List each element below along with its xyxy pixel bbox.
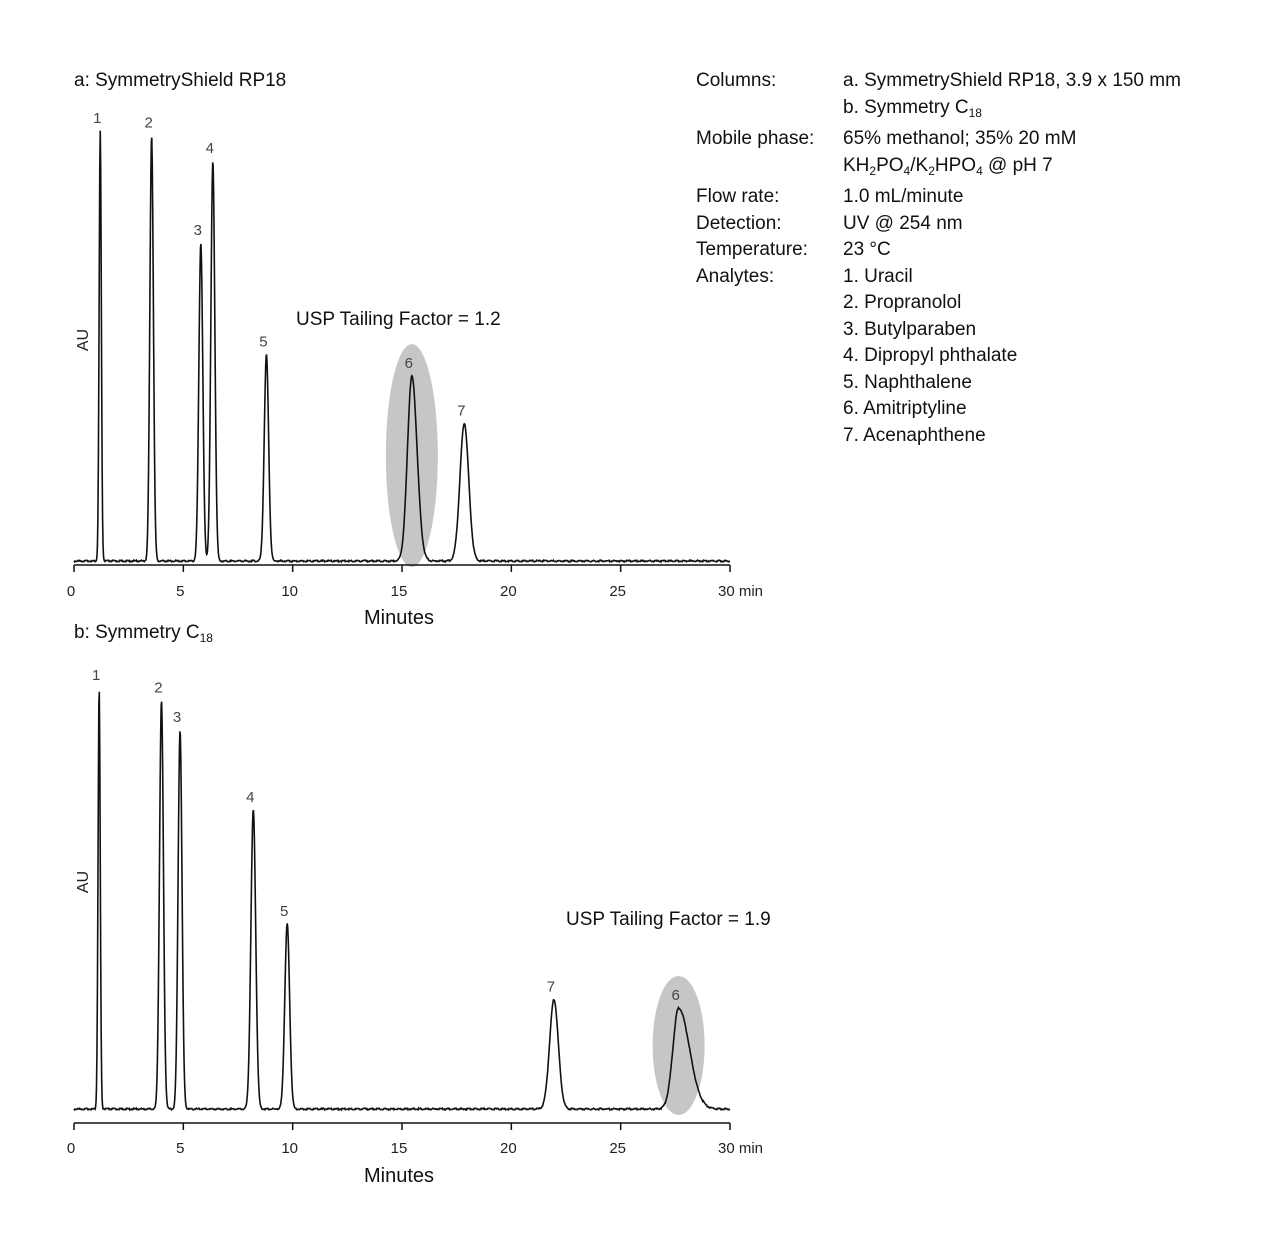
mobile-part: PO: [876, 154, 904, 176]
analyte-item: 4. Dipropyl phthalate: [843, 345, 1018, 366]
detection-row: [696, 211, 1181, 238]
temperature-label: Temperature:: [696, 239, 808, 260]
columns-a-value: a. SymmetryShield RP18, 3.9 x 150 mm: [843, 70, 1181, 91]
mobile-line2: [843, 153, 1053, 185]
x-tick-label: 25: [609, 1140, 627, 1157]
x-tick-label: 5: [176, 1140, 185, 1157]
x-tick-label: 30 min: [718, 1140, 764, 1157]
peak-label: 4: [246, 789, 255, 807]
mobile-sub: 4: [903, 163, 911, 178]
analyte-item: 6. Amitriptyline: [843, 398, 967, 419]
peak-label: 6: [404, 355, 414, 373]
analyte-item: 7. Acenaphthene: [843, 424, 986, 446]
x-tick-label: 15: [390, 1140, 408, 1157]
mobile-row: [696, 126, 1181, 153]
x-tick-label: 10: [281, 583, 299, 600]
mobile-sub: 2: [928, 163, 935, 178]
peak-label: 1: [93, 110, 102, 127]
peak-label: 3: [193, 221, 202, 239]
mobile-sub: 2: [869, 163, 877, 178]
columns-label: Columns:: [696, 70, 777, 91]
analyte-item: 2. Propranolol: [843, 292, 962, 313]
chart-b-title-sub: 18: [199, 631, 213, 645]
analyte-item: 5. Naphthalene: [843, 371, 972, 393]
analyte-item: 1. Uracil: [843, 265, 913, 287]
peak-label: 2: [154, 679, 163, 697]
peak-label: 2: [144, 114, 153, 132]
analyte-item: 3. Butylparaben: [843, 318, 977, 340]
x-axis-label: Minutes: [363, 1165, 435, 1187]
mobile-sub: 4: [976, 163, 983, 178]
y-axis-label: AU: [75, 870, 92, 894]
flow-value: 1.0 mL/minute: [843, 186, 964, 207]
analytes-row-4: [696, 343, 1181, 370]
x-tick-label: 20: [499, 583, 517, 600]
chart-a-title: a: SymmetryShield RP18: [74, 70, 287, 91]
analytes-row-6: [696, 396, 1181, 423]
x-tick-label: 0: [66, 583, 76, 600]
analytes-row: [696, 264, 1181, 291]
peak-label: 7: [546, 978, 556, 996]
mobile-part: /K: [910, 154, 929, 176]
x-tick-label: 20: [499, 1140, 517, 1157]
x-tick-label: 25: [609, 583, 627, 600]
peak-label: 7: [457, 402, 466, 420]
chromatogram-trace: [74, 692, 730, 1110]
columns-row: [696, 68, 1181, 95]
analytes-row-7: [696, 423, 1181, 450]
temperature-value: 23 °C: [843, 239, 891, 260]
peak-label: 5: [259, 333, 268, 351]
x-axis-label: Minutes: [363, 607, 435, 629]
mobile-line1: 65% methanol; 35% 20 mM: [843, 128, 1077, 149]
tailing-factor-annotation: USP Tailing Factor = 1.2: [296, 309, 501, 330]
x-tick-label: 10: [281, 1140, 299, 1157]
columns-b-row: [696, 95, 1181, 127]
x-tick-label: 30 min: [718, 583, 764, 600]
analytes-label: Analytes:: [696, 265, 775, 287]
y-axis-label: AU: [75, 328, 92, 352]
analytes-row-2: [696, 290, 1181, 317]
detection-value: UV @ 254 nm: [843, 212, 963, 234]
mobile-part: KH: [843, 154, 870, 176]
flow-row: [696, 184, 1181, 211]
mobile-label: Mobile phase:: [696, 128, 815, 149]
x-tick-label: 15: [390, 583, 408, 600]
chart-b-title-text: b: Symmetry C: [74, 622, 200, 643]
x-tick-label: 0: [66, 1140, 76, 1157]
peak-label: 4: [205, 140, 215, 158]
columns-b-sub: 18: [968, 105, 982, 120]
peak-label: 6: [671, 986, 680, 1004]
mobile-part: @ pH 7: [982, 154, 1053, 176]
temperature-row: [696, 237, 1181, 264]
conditions-panel: [696, 68, 1181, 449]
x-tick-label: 5: [176, 583, 185, 600]
analytes-row-3: [696, 317, 1181, 344]
analytes-row-5: [696, 370, 1181, 397]
mobile-part: HPO: [934, 154, 977, 176]
flow-label: Flow rate:: [696, 186, 780, 207]
peak-label: 1: [91, 667, 101, 684]
tailing-factor-annotation: USP Tailing Factor = 1.9: [566, 909, 771, 930]
peak-label: 5: [280, 902, 289, 920]
columns-b-text: b. Symmetry C: [843, 96, 969, 118]
mobile-row-2: [696, 153, 1181, 185]
detection-label: Detection:: [696, 212, 782, 234]
columns-b-value: [843, 95, 982, 127]
peak-label: 3: [172, 709, 182, 727]
